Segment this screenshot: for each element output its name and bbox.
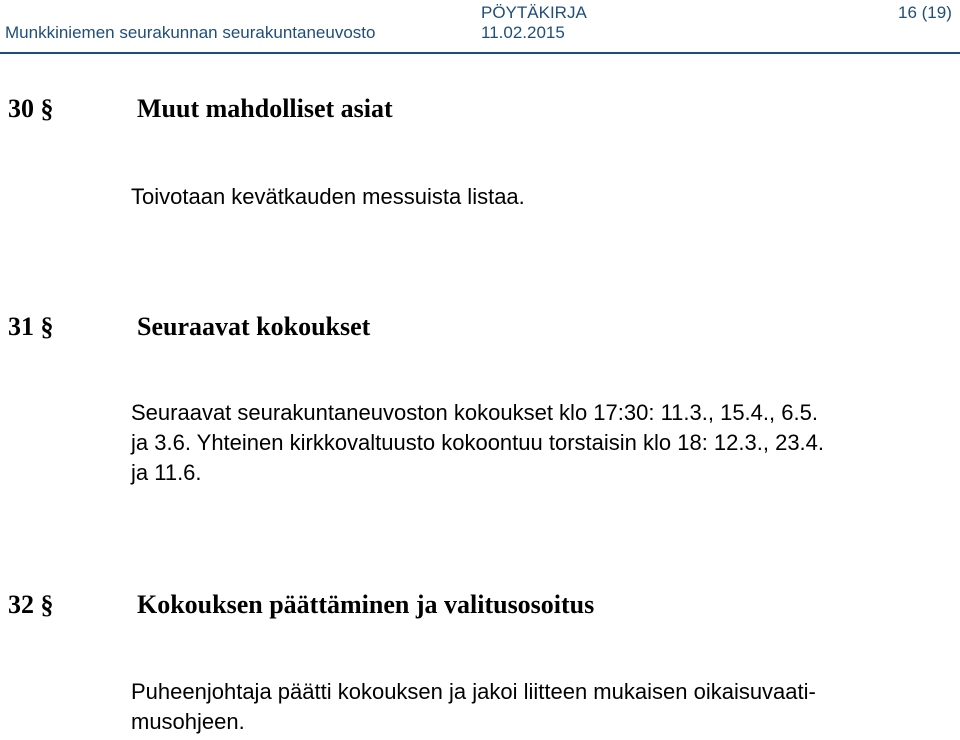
body-line: ja 11.6. bbox=[131, 460, 202, 485]
header-divider bbox=[0, 52, 960, 54]
body-line: Seuraavat seurakuntaneuvoston kokoukset klo 17:30: 11.3., 15.4., 6.5. bbox=[131, 400, 818, 425]
body-line: Toivotaan kevätkauden messuista listaa. bbox=[131, 184, 525, 209]
section-body bbox=[131, 398, 960, 488]
section-title: Muut mahdolliset asiat bbox=[137, 94, 393, 123]
section-number: 32 § bbox=[8, 590, 54, 619]
section-number: 31 § bbox=[8, 312, 54, 341]
section-body bbox=[131, 677, 960, 737]
body-line: Puheenjohtaja päätti kokouksen ja jakoi liitteen mukaisen oikaisuvaati- bbox=[131, 679, 816, 704]
body-line: musohjeen. bbox=[131, 709, 245, 734]
header-page-number: 16 (19) bbox=[898, 3, 952, 22]
header-document-type: PÖYTÄKIRJA bbox=[481, 3, 587, 22]
section-number: 30 § bbox=[8, 94, 54, 123]
header-organization: Munkkiniemen seurakunnan seurakuntaneuvosto bbox=[5, 23, 376, 42]
section-body bbox=[131, 182, 960, 212]
section-title: Seuraavat kokoukset bbox=[137, 312, 371, 341]
header-date: 11.02.2015 bbox=[481, 23, 565, 42]
body-line: ja 3.6. Yhteinen kirkkovaltuusto kokoontuu torstaisin klo 18: 12.3., 23.4. bbox=[131, 430, 825, 455]
section-title: Kokouksen päättäminen ja valitusosoitus bbox=[137, 590, 595, 619]
